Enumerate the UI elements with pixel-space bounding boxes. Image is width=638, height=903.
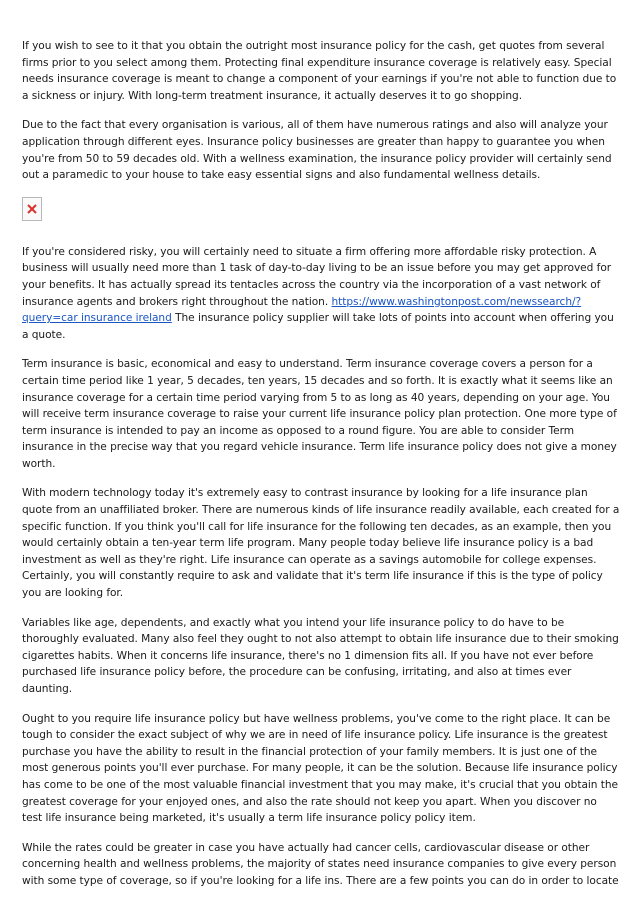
paragraph-3-text: If you're considered risky, you will certainly need to situate a firm offering more affordable risky protection. A business will usually need more than 1 task of day-to-day living to be an issue before you may get approved for your benefits. It has actually spread its tentacles across the country via the incorporation of a vast network of insurance agents and brokers right throughout the nation.: [22, 245, 612, 308]
paragraph-3: [22, 244, 620, 344]
washingtonpost-link[interactable]: https://www.washingtonpost.com/newssearch/?query=car insurance ireland: [22, 295, 582, 325]
paragraph-2: Due to the fact that every organisation is various, all of them have numerous ratings and also will analyze your application through different eyes. Insurance policy businesses are greater than happy to guarantee you when you're from 50 to 59 decades old. With a wellness examination, the insurance policy provider will certainly send out a paramedic to your house to take easy essential signs and also fundamental wellness details.: [22, 119, 612, 182]
broken-image-x-icon: [26, 203, 38, 215]
document-body: [22, 38, 620, 903]
broken-image-icon: [22, 197, 42, 221]
paragraph-5: With modern technology today it's extremely easy to contrast insurance by looking for a life insurance plan quote from an unaffiliated broker. There are numerous kinds of life insurance readily available, each created for a specific function. If you think you'll call for life insurance for the following ten decades, as an example, then you would certainly obtain a ten-year term life program. Many people today believe life insurance policy is a bad investment as well as they're right. Life insurance can operate as a savings automobile for college expenses. Certainly, you will constantly require to ask and validate that it's term life insurance if this is the type of policy you are looking for.: [22, 487, 620, 600]
paragraph-4: Term insurance is basic, economical and easy to understand. Term insurance coverage covers a person for a certain time period like 1 year, 5 decades, ten years, 15 decades and so forth. It is exactly what it seems like an insurance coverage for a certain time period varying from 5 to as long as 40 years, depending on your age. You will receive term insurance coverage to raise your current life insurance policy plan protection. One more type of term insurance is intended to pay an income as opposed to a round figure. You are able to consider Term insurance in the precise way that you regard vehicle insurance. Term life insurance policy does not give a money worth.: [22, 358, 617, 470]
paragraph-8: While the rates could be greater in case you have actually had cancer cells, cardiovascular disease or other concerning health and wellness problems, the majority of states need insurance companies to give every person with some type of coverage, so if you're looking for a life ins. There are a few points you can do in order to locate: [22, 841, 619, 887]
paragraph-1: If you wish to see to it that you obtain the outright most insurance policy for the cash, get quotes from several firms prior to you select among them. Protecting final expenditure insurance coverage is relatively easy. Special needs insurance coverage is meant to change a component of your earnings if you're not able to function due to a sickness or injury. With long-term treatment insurance, it actually deserves it to go shopping.: [22, 40, 617, 102]
paragraph-6: Variables like age, dependents, and exactly what you intend your life insurance policy to do have to be thoroughly evaluated. Many also feel they ought to not also attempt to obtain life insurance due to their smoking cigarettes habits. When it concerns life insurance, there's no 1 dimension fits all. If you have not ever before purchased life insurance policy before, the procedure can be confusing, irritating, and also at times ever daunting.: [22, 616, 619, 695]
paragraph-7: Ought to you require life insurance policy but have wellness problems, you've come to the right place. It can be tough to consider the exact subject of why we are in need of life insurance policy. Life insurance is the greatest purchase you have the ability to result in the financial protection of your family members. It is just one of the most generous points you'll ever purchase. For many people, it can be the solution. Because life insurance policy has come to be one of the most valuable financial investment that you may make, it's crucial that you obtain the greatest coverage for your enjoyed ones, and also the rate should not keep you apart. When you discover no test life insurance being marketed, it's usually a term life insurance policy policy item.: [22, 712, 619, 825]
paragraph-3-text-after: The insurance policy supplier will take lots of points into account when offering you a quote.: [22, 312, 614, 341]
